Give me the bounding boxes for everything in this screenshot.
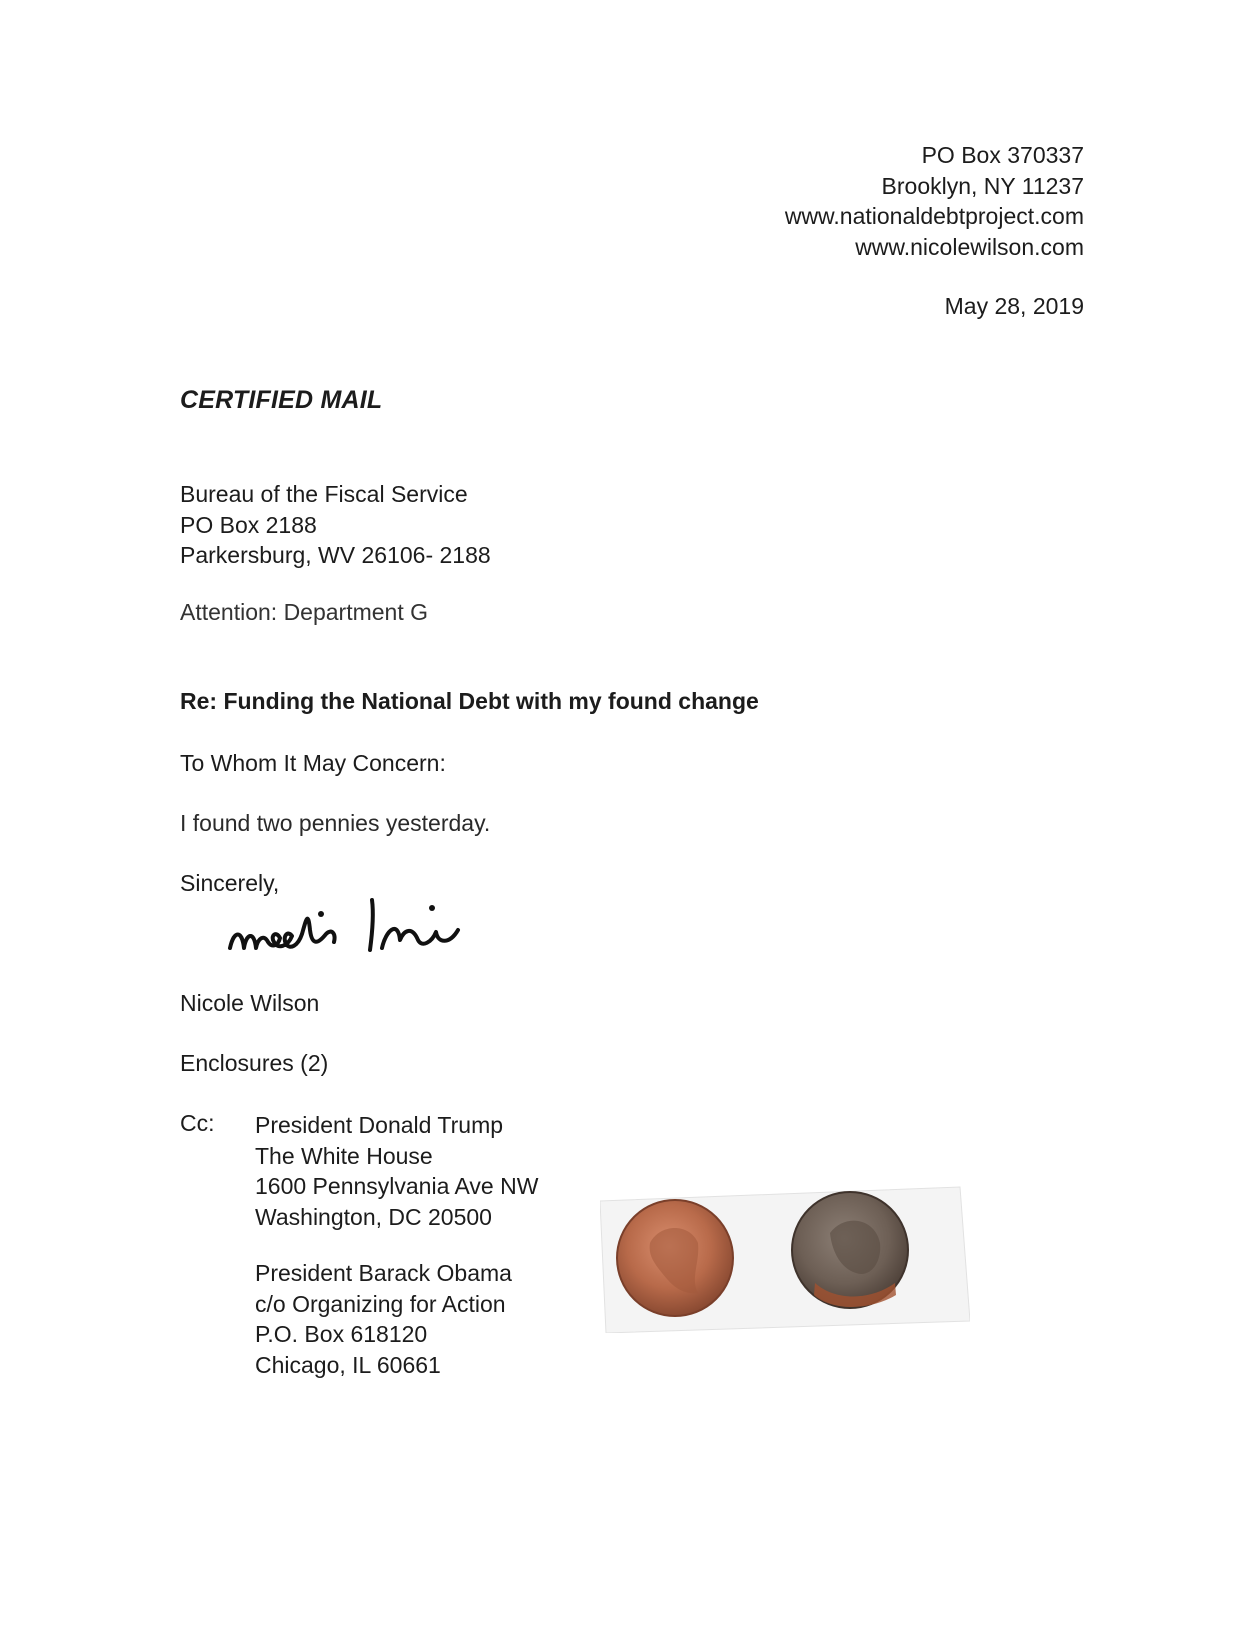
return-address bbox=[785, 140, 1084, 262]
cc-line: Washington, DC 20500 bbox=[255, 1203, 492, 1230]
recipient-line: Parkersburg, WV 26106- 2188 bbox=[180, 542, 491, 568]
attention-line: Attention: Department G bbox=[180, 599, 429, 625]
taped-pennies bbox=[600, 1183, 970, 1333]
signer-name: Nicole Wilson bbox=[180, 990, 320, 1016]
salutation: To Whom It May Concern: bbox=[180, 750, 446, 776]
cc-line: Chicago, IL 60661 bbox=[255, 1351, 441, 1378]
return-address-line: PO Box 370337 bbox=[921, 142, 1084, 168]
cc-line: 1600 Pennsylvania Ave NW bbox=[255, 1173, 539, 1199]
cc-recipient bbox=[255, 1258, 512, 1380]
cc-line: P.O. Box 618120 bbox=[255, 1321, 428, 1347]
cc-line: President Donald Trump bbox=[255, 1112, 504, 1138]
return-address-line: www.nationaldebtproject.com bbox=[784, 203, 1084, 229]
recipient-line: Bureau of the Fiscal Service bbox=[180, 481, 468, 507]
subject-line: Re: Funding the National Debt with my found change bbox=[180, 688, 759, 714]
cc-line: c/o Organizing for Action bbox=[255, 1290, 506, 1317]
return-address-line: Brooklyn, NY 11237 bbox=[881, 172, 1084, 199]
letter-body: I found two pennies yesterday. bbox=[180, 810, 491, 836]
recipient-address bbox=[180, 479, 491, 571]
cc-line: The White House bbox=[255, 1142, 433, 1169]
cc-label: Cc: bbox=[180, 1110, 215, 1136]
cc-recipient bbox=[255, 1110, 538, 1232]
cc-line: President Barack Obama bbox=[255, 1260, 512, 1286]
recipient-line: PO Box 2188 bbox=[180, 511, 317, 538]
return-address-line: www.nicolewilson.com bbox=[855, 233, 1084, 260]
closing: Sincerely, bbox=[180, 870, 280, 896]
signature bbox=[222, 890, 522, 970]
certified-mail-heading: CERTIFIED MAIL bbox=[180, 386, 383, 414]
enclosures-line: Enclosures (2) bbox=[180, 1050, 329, 1076]
letter-date: May 28, 2019 bbox=[944, 293, 1084, 319]
